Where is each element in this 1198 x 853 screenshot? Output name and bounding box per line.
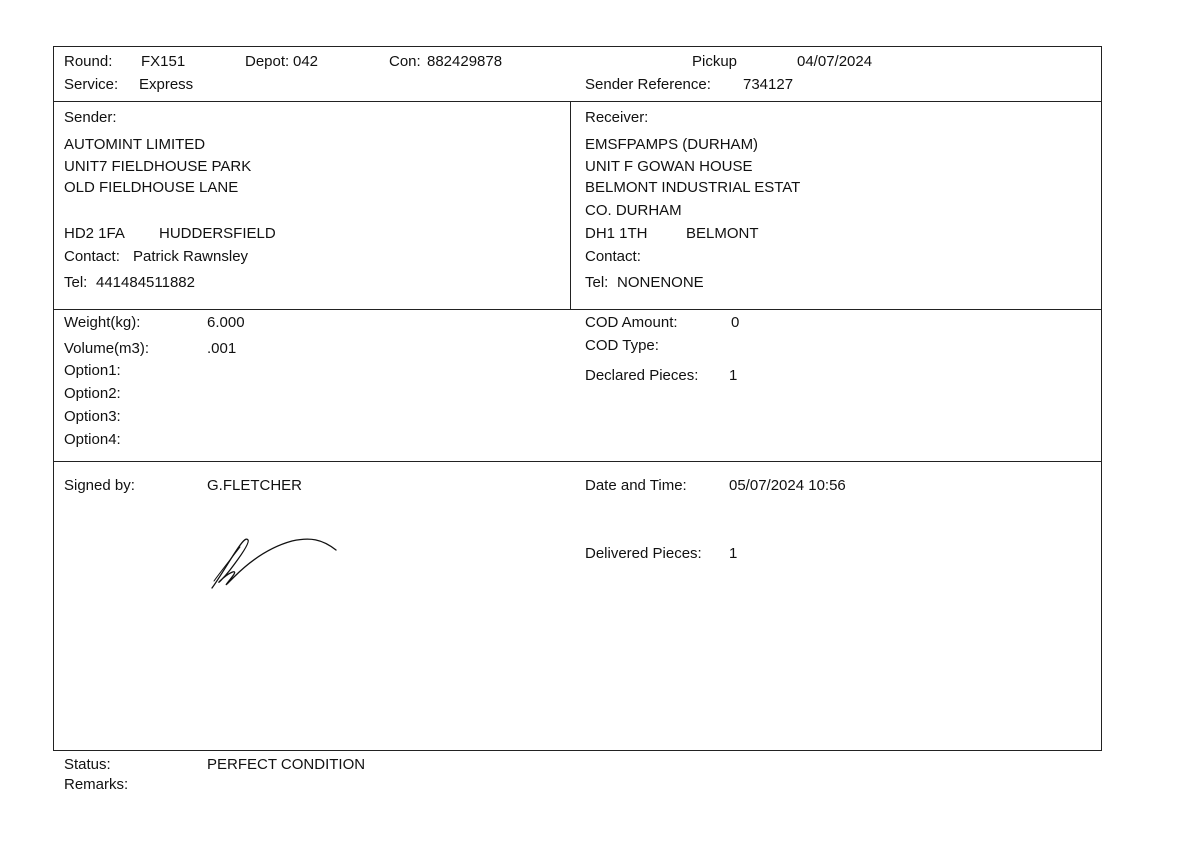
receiver-tel-label: Tel:: [585, 274, 609, 291]
receiver-address-line-2: BELMONT INDUSTRIAL ESTAT: [585, 179, 801, 196]
option2-label: Option2:: [64, 385, 121, 402]
con-value: 882429878: [427, 53, 503, 70]
delivered-pieces-value: 1: [729, 545, 738, 562]
sender-reference-value: 734127: [743, 76, 794, 93]
option1-label: Option1:: [64, 362, 121, 379]
sender-postcode: HD2 1FA: [64, 225, 125, 242]
remarks-label: Remarks:: [64, 776, 129, 793]
weight-value: 6.000: [207, 314, 245, 331]
option4-label: Option4:: [64, 431, 121, 448]
pickup-label: Pickup: [692, 53, 738, 70]
date-time-value: 05/07/2024 10:56: [729, 477, 846, 494]
receiver-tel-value: NONENONE: [617, 274, 704, 291]
column-divider: [570, 101, 571, 309]
sender-tel-label: Tel:: [64, 274, 88, 291]
declared-pieces-label: Declared Pieces:: [585, 367, 699, 384]
service-value: Express: [139, 76, 194, 93]
signed-by-value: G.FLETCHER: [207, 477, 303, 494]
receiver-name: EMSFPAMPS (DURHAM): [585, 136, 759, 153]
receiver-address-line-1: UNIT F GOWAN HOUSE: [585, 158, 753, 175]
pickup-date: 04/07/2024: [797, 53, 873, 70]
signature-image: [150, 485, 350, 605]
divider: [54, 309, 1101, 310]
service-label: Service:: [64, 76, 119, 93]
depot-value: 042: [293, 53, 319, 70]
round-label: Round:: [64, 53, 113, 70]
sender-reference-label: Sender Reference:: [585, 76, 711, 93]
depot-label: Depot:: [245, 53, 290, 70]
receiver-contact-label: Contact:: [585, 248, 641, 265]
declared-pieces-value: 1: [729, 367, 738, 384]
status-label: Status:: [64, 756, 111, 773]
sender-label: Sender:: [64, 109, 117, 126]
signed-by-label: Signed by:: [64, 477, 135, 494]
sender-tel-value: 441484511882: [96, 274, 195, 291]
delivery-note: [53, 46, 1102, 751]
delivered-pieces-label: Delivered Pieces:: [585, 545, 702, 562]
divider: [54, 101, 1101, 102]
con-label: Con:: [389, 53, 421, 70]
option3-label: Option3:: [64, 408, 121, 425]
receiver-address-line-3: CO. DURHAM: [585, 202, 682, 219]
sender-town: HUDDERSFIELD: [159, 225, 276, 242]
round-value: FX151: [141, 53, 186, 70]
receiver-postcode: DH1 1TH: [585, 225, 648, 242]
volume-value: .001: [207, 340, 237, 357]
sender-name: AUTOMINT LIMITED: [64, 136, 206, 153]
status-value: PERFECT CONDITION: [207, 756, 366, 773]
cod-amount-label: COD Amount:: [585, 314, 678, 331]
cod-type-label: COD Type:: [585, 337, 659, 354]
volume-label: Volume(m3):: [64, 340, 150, 357]
date-time-label: Date and Time:: [585, 477, 687, 494]
receiver-town: BELMONT: [686, 225, 759, 242]
sender-contact-value: Patrick Rawnsley: [133, 248, 249, 265]
sender-contact-label: Contact:: [64, 248, 120, 265]
receiver-label: Receiver:: [585, 109, 649, 126]
cod-amount-value: 0: [731, 314, 740, 331]
weight-label: Weight(kg):: [64, 314, 141, 331]
sender-address-line-2: OLD FIELDHOUSE LANE: [64, 179, 239, 196]
sender-address-line-1: UNIT7 FIELDHOUSE PARK: [64, 158, 252, 175]
divider: [54, 461, 1101, 462]
